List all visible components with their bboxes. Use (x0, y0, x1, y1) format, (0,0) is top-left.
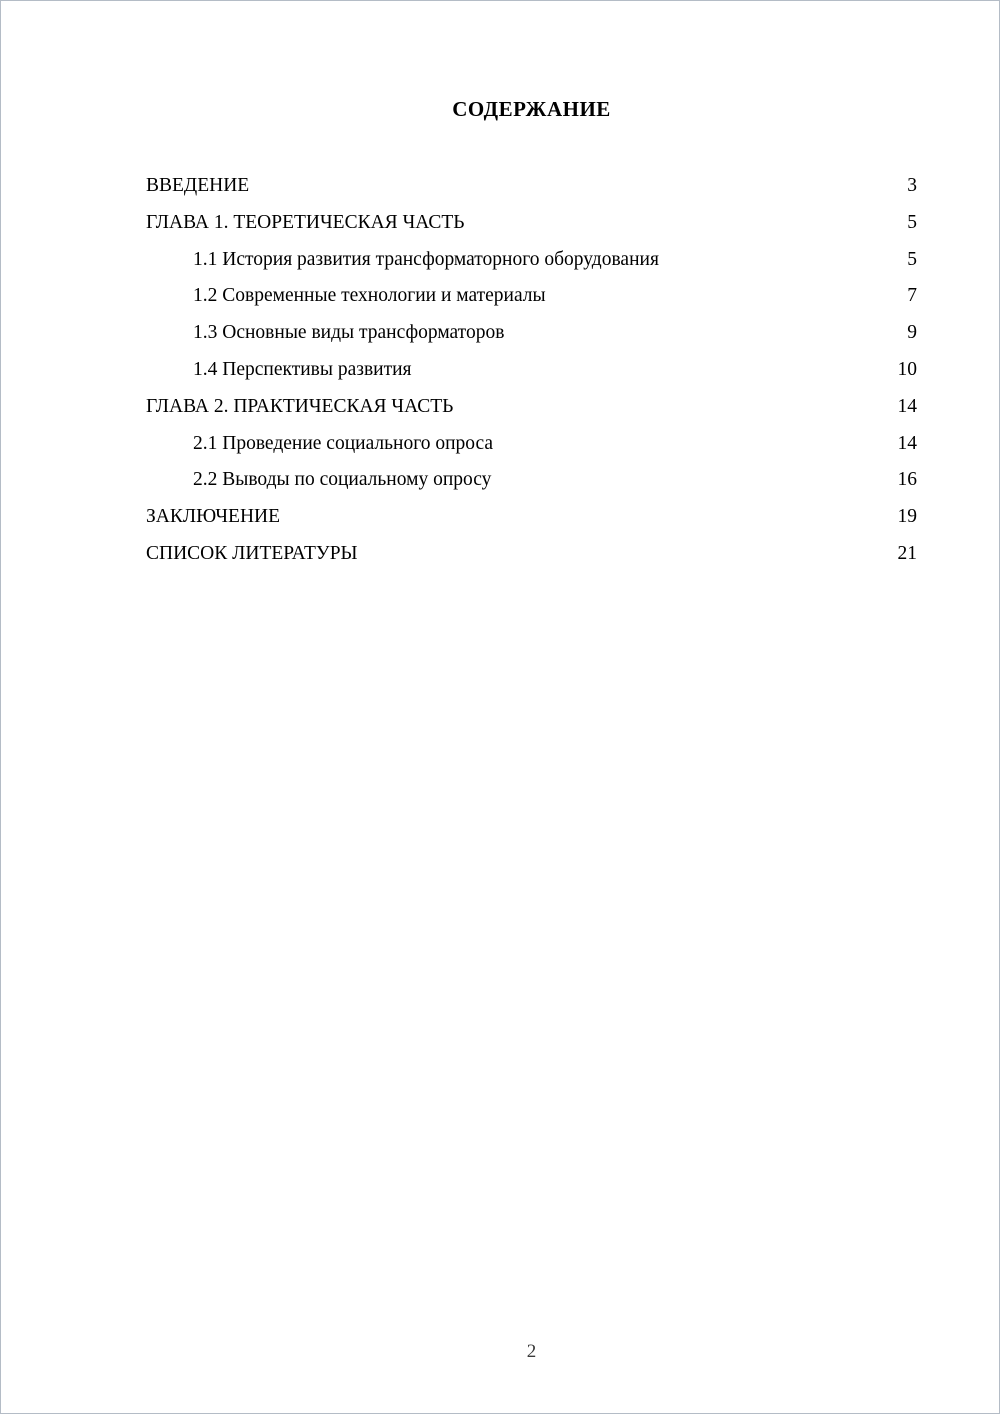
toc-entry-page: 14 (897, 432, 917, 454)
toc-entry (146, 205, 917, 242)
toc-entry-label: 1.1 История развития трансформаторного оборудования (193, 248, 659, 270)
page-number: 2 (526, 1341, 537, 1362)
page-title: СОДЕРЖАНИЕ (452, 97, 611, 121)
toc-entry-label: 2.2 Выводы по социальному опросу (193, 469, 492, 491)
toc-entry-label: 1.3 Основные виды трансформаторов (193, 322, 505, 344)
toc-entry (146, 242, 917, 279)
toc-entry-label: ЗАКЛЮЧЕНИЕ (146, 506, 281, 528)
toc-entry-page: 5 (907, 248, 917, 270)
toc-entry (146, 168, 917, 205)
toc-entry (146, 499, 917, 536)
toc-entry (146, 315, 917, 352)
toc-entry-label: 1.2 Современные технологии и материалы (193, 285, 546, 307)
toc-entry-label: ГЛАВА 2. ПРАКТИЧЕСКАЯ ЧАСТЬ (146, 395, 454, 417)
toc-entry-page: 19 (897, 506, 917, 528)
toc-entry-label: ВВЕДЕНИЕ (146, 175, 250, 196)
toc-entry-label: СПИСОК ЛИТЕРАТУРЫ (146, 542, 358, 564)
toc-entry-page: 10 (897, 358, 917, 380)
toc-entry (146, 389, 917, 426)
toc-entry (146, 278, 917, 315)
toc-entry (146, 462, 917, 499)
toc-entry-label: ГЛАВА 1. ТЕОРЕТИЧЕСКАЯ ЧАСТЬ (146, 211, 465, 233)
toc-entry-label: 1.4 Перспективы развития (193, 358, 412, 380)
toc-entry-page: 5 (907, 211, 917, 233)
toc-entry-page: 3 (907, 175, 917, 196)
toc-entry-page: 7 (907, 285, 917, 307)
toc-entry (146, 536, 917, 573)
toc-entry-page: 16 (897, 469, 917, 491)
table-of-contents (146, 168, 917, 573)
toc-entry-label: 2.1 Проведение социального опроса (193, 432, 494, 454)
toc-entry-page: 9 (907, 322, 917, 344)
toc-entry-page: 14 (897, 395, 917, 417)
toc-entry (146, 426, 917, 463)
page-content (146, 1, 917, 573)
toc-entry-page: 21 (897, 542, 917, 564)
toc-entry (146, 352, 917, 389)
